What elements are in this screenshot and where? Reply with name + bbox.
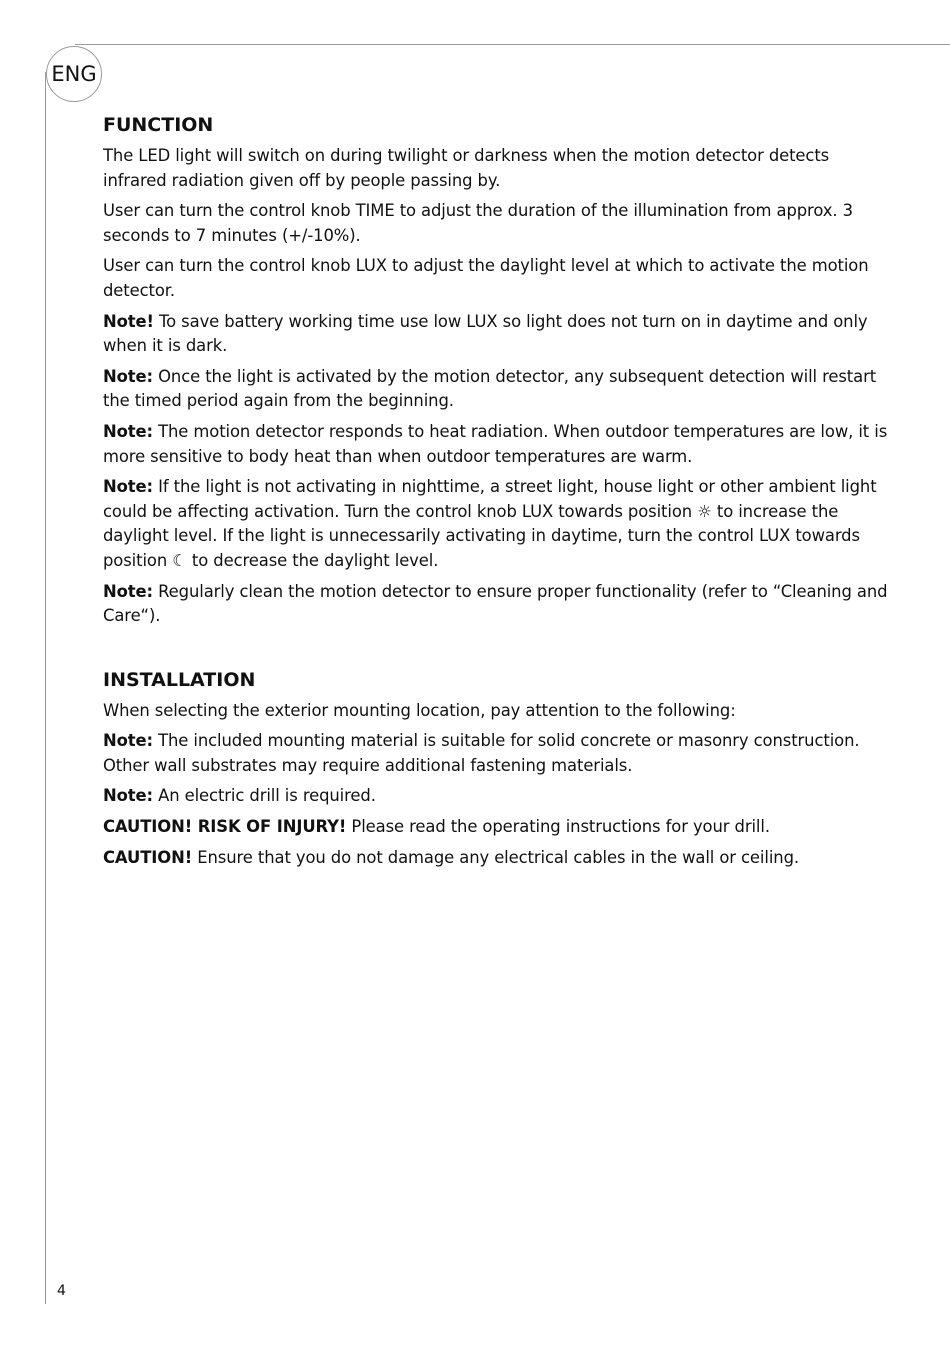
- function-paragraph: The LED light will switch on during twilight or darkness when the motion detector detects infrared radiation given off by people passing by.: [103, 146, 830, 190]
- language-badge: ENG: [46, 46, 102, 102]
- installation-caution: CAUTION! RISK OF INJURY! Please read the operating instructions for your drill.: [103, 817, 770, 837]
- note-label: Note:: [103, 477, 153, 497]
- function-note: Note: If the light is not activating in nighttime, a street light, house light or other ambient light could be affecting activation. Turn the control knob LUX towards position ☼ to increase the daylight level. If the light is unnecessarily activating in daytime, turn the control LUX towards position ☾ to decrease the daylight level.: [103, 477, 877, 570]
- page-content: [103, 112, 893, 876]
- function-section: [103, 112, 893, 629]
- function-note: Note: Regularly clean the motion detector to ensure proper functionality (refer to “Cleaning and Care“).: [103, 581, 888, 626]
- note-label: Note:: [103, 421, 153, 441]
- function-note: Note! To save battery working time use low LUX so light does not turn on in daytime and only when it is dark.: [103, 311, 868, 356]
- function-note: Note: Once the light is activated by the motion detector, any subsequent detection will restart the timed period again from the beginning.: [103, 366, 877, 411]
- note-label: Note:: [103, 366, 153, 386]
- page-number: 4: [57, 1283, 66, 1299]
- function-heading: FUNCTION: [103, 114, 214, 136]
- function-note: Note: The motion detector responds to heat radiation. When outdoor temperatures are low, it is more sensitive to body heat than when outdoor temperatures are warm.: [103, 421, 888, 466]
- caution-label: CAUTION! RISK OF INJURY!: [103, 817, 347, 837]
- note-label: Note!: [103, 311, 154, 331]
- installation-note: Note: The included mounting material is suitable for solid concrete or masonry construction. Other wall substrates may require additional fastening materials.: [103, 731, 860, 775]
- function-paragraph: User can turn the control knob TIME to adjust the duration of the illumination from approx. 3 seconds to 7 minutes (+/-10%).: [103, 201, 853, 245]
- installation-caution: CAUTION! Ensure that you do not damage any electrical cables in the wall or ceiling.: [103, 847, 799, 867]
- installation-note: Note: An electric drill is required.: [103, 786, 376, 806]
- note-label: Note:: [103, 581, 153, 601]
- top-rule: [75, 44, 950, 45]
- installation-paragraph: When selecting the exterior mounting location, pay attention to the following:: [103, 700, 736, 720]
- function-paragraph: User can turn the control knob LUX to adjust the daylight level at which to activate the motion detector.: [103, 256, 869, 300]
- note-label: Note:: [103, 786, 153, 806]
- left-rule: [45, 72, 46, 1304]
- caution-label: CAUTION!: [103, 847, 193, 867]
- installation-heading: INSTALLATION: [103, 668, 256, 691]
- note-label: Note:: [103, 731, 153, 751]
- installation-section: [103, 667, 893, 871]
